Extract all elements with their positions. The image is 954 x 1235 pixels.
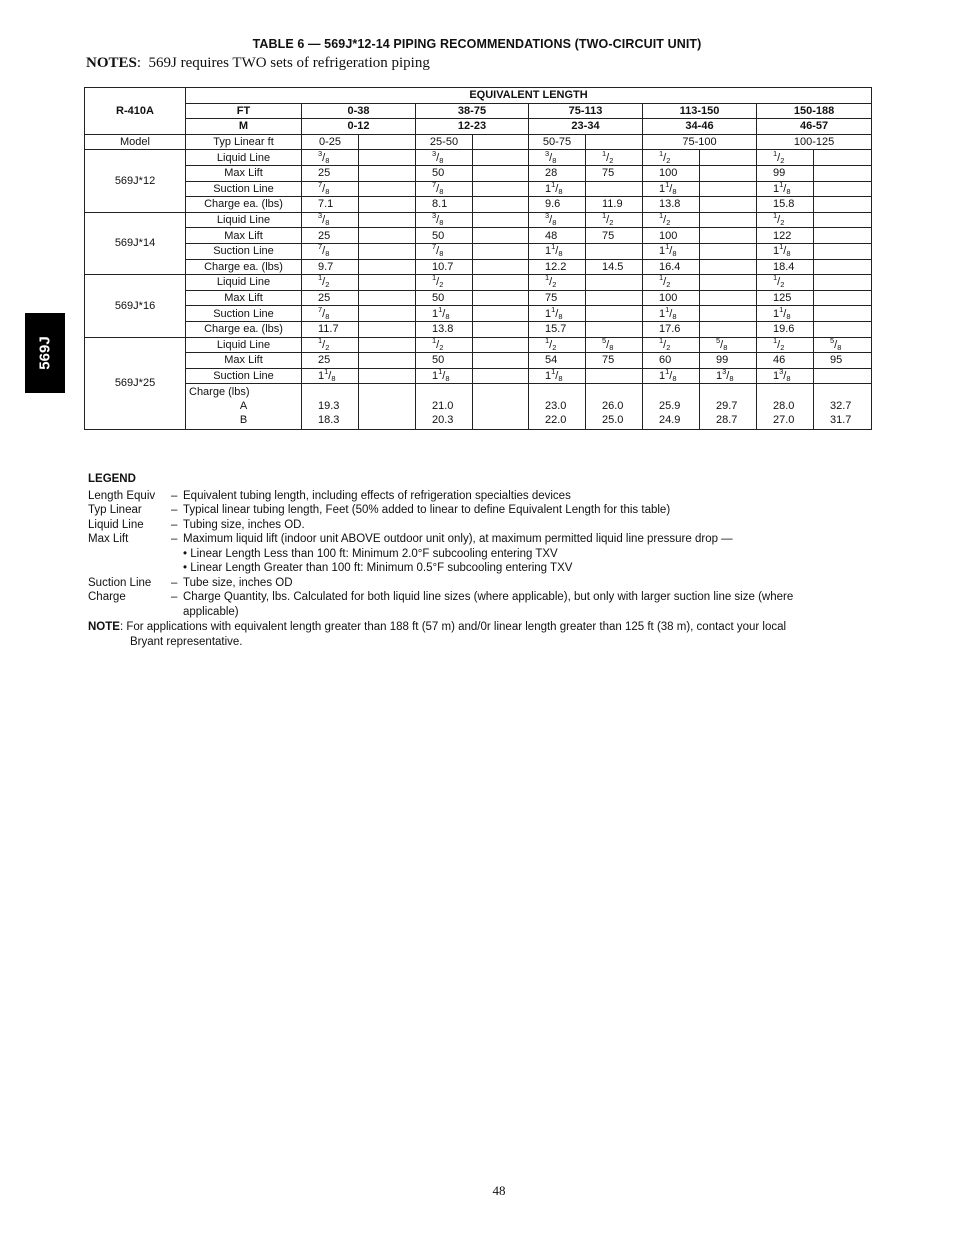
row-label-suction: Suction Line [186, 243, 302, 259]
typ-linear-label: Typ Linear ft [186, 134, 302, 150]
liquid-size: $^1/_2$ [757, 337, 814, 353]
liquid-size: $^1/_2$ [757, 212, 814, 228]
liquid-size: $^1/_2$ [529, 337, 586, 353]
legend [88, 472, 848, 649]
typ-linear-value: 25-50 [416, 134, 473, 150]
charge-ab: 25.9 24.9 [643, 384, 700, 430]
legend-item: Typ Linear – Typical linear tubing length, Feet (50% added to linear to define Equivalent Length for this table) [88, 504, 671, 516]
charge-ab: 29.7 28.7 [700, 384, 757, 430]
liquid-size: $^3/_8$ [416, 150, 473, 166]
charge: 13.8 [416, 321, 473, 337]
legend-item: Suction Line – Tube size, inches OD [88, 576, 293, 589]
liquid-size: $^1/_2$ [757, 150, 814, 166]
m-range: 0-12 [302, 119, 416, 135]
max-lift: 25 [302, 228, 359, 244]
liquid-size: $^1/_2$ [643, 212, 700, 228]
liquid-size: $^3/_8$ [302, 150, 359, 166]
charge: 13.8 [643, 197, 700, 213]
suction-size: $1^1/_8$ [757, 306, 814, 322]
row-label-suction: Suction Line [186, 368, 302, 384]
suction-size: $^7/_8$ [416, 181, 473, 197]
max-lift: 46 [757, 353, 814, 369]
legend-item: Length Equiv – Equivalent tubing length, including effects of refrigeration specialties devices [88, 489, 571, 502]
suction-size: $1^1/_8$ [529, 243, 586, 259]
suction-size: $1^1/_8$ [757, 181, 814, 197]
row-label-lift: Max Lift [186, 228, 302, 244]
charge: 14.5 [586, 259, 643, 275]
liquid-size: $^1/_2$ [586, 212, 643, 228]
ft-label: FT [186, 103, 302, 119]
charge: 19.6 [757, 321, 814, 337]
max-lift: 50 [416, 290, 473, 306]
header-blank [85, 88, 186, 104]
max-lift: 100 [643, 228, 700, 244]
max-lift: 122 [757, 228, 814, 244]
liquid-size: $^3/_8$ [416, 212, 473, 228]
row-label-lift: Max Lift [186, 353, 302, 369]
liquid-size: $^1/_2$ [416, 275, 473, 291]
piping-table [84, 87, 872, 430]
charge: 17.6 [643, 321, 700, 337]
typ-linear-value: 0-25 [302, 134, 359, 150]
max-lift: 25 [302, 353, 359, 369]
note-text-continued: Bryant representative. [130, 635, 243, 648]
m-range: 34-46 [643, 119, 757, 135]
liquid-size: $^1/_2$ [643, 150, 700, 166]
charge-ab: 26.0 25.0 [586, 384, 643, 430]
liquid-size: $^5/_8$ [700, 337, 757, 353]
suction-size: $1^3/_8$ [700, 368, 757, 384]
max-lift: 25 [302, 165, 359, 181]
table-title: TABLE 6 — 569J*12-14 PIPING RECOMMENDATIONS (TWO-CIRCUIT UNIT) [252, 37, 702, 51]
suction-size: $1^1/_8$ [416, 306, 473, 322]
charge: 9.7 [302, 259, 359, 275]
max-lift: 54 [529, 353, 586, 369]
liquid-size: $^1/_2$ [416, 337, 473, 353]
charge: 10.7 [416, 259, 473, 275]
liquid-size: $^1/_2$ [757, 275, 814, 291]
circuit-a-label: A [239, 400, 248, 413]
row-label-lift: Max Lift [186, 290, 302, 306]
row-label-charge: Charge ea. (lbs) [186, 197, 302, 213]
charge-ab: 23.0 22.0 [529, 384, 586, 430]
ft-range: 38-75 [416, 103, 529, 119]
row-label-liquid: Liquid Line [186, 337, 302, 353]
notes-label: NOTES [86, 55, 137, 71]
max-lift: 99 [700, 353, 757, 369]
liquid-size: $^5/_8$ [814, 337, 872, 353]
max-lift: 125 [757, 290, 814, 306]
max-lift: 50 [416, 228, 473, 244]
charge: 9.6 [529, 197, 586, 213]
notes: NOTES: 569J requires TWO sets of refrigeration piping [86, 55, 430, 71]
header-blank [85, 119, 186, 135]
max-lift: 50 [416, 353, 473, 369]
max-lift: 100 [643, 290, 700, 306]
max-lift: 75 [586, 228, 643, 244]
suction-size: $1^1/_8$ [529, 368, 586, 384]
liquid-size: $^1/_2$ [643, 275, 700, 291]
row-label-liquid: Liquid Line [186, 212, 302, 228]
charge-ab-label: Charge (lbs) [189, 386, 250, 399]
ft-range: 75-113 [529, 103, 643, 119]
suction-size: $1^1/_8$ [643, 306, 700, 322]
liquid-size: $^1/_2$ [302, 275, 359, 291]
max-lift: 50 [416, 165, 473, 181]
liquid-size: $^3/_8$ [302, 212, 359, 228]
charge-ab: 28.0 27.0 [757, 384, 814, 430]
suction-size: $1^1/_8$ [529, 181, 586, 197]
max-lift: 75 [586, 353, 643, 369]
legend-item: Liquid Line – Tubing size, inches OD. [88, 518, 305, 531]
max-lift: 99 [757, 165, 814, 181]
max-lift: 75 [586, 165, 643, 181]
liquid-size: $^3/_8$ [529, 212, 586, 228]
legend-header: LEGEND [88, 473, 136, 485]
m-range: 46-57 [757, 119, 872, 135]
suction-size: $1^1/_8$ [643, 243, 700, 259]
legend-item: Charge – Charge Quantity, lbs. Calculated for both liquid line sizes (where applicable), but only with larger suction line size (where applicable) [88, 591, 794, 618]
max-lift: 28 [529, 165, 586, 181]
row-label-lift: Max Lift [186, 165, 302, 181]
max-lift: 75 [529, 290, 586, 306]
charge: 11.9 [586, 197, 643, 213]
liquid-size: $^1/_2$ [643, 337, 700, 353]
suction-size: $^7/_8$ [302, 181, 359, 197]
suction-size: $^7/_8$ [302, 243, 359, 259]
suction-size: $^7/_8$ [302, 306, 359, 322]
charge: 18.4 [757, 259, 814, 275]
charge: 15.7 [529, 321, 586, 337]
charge: 12.2 [529, 259, 586, 275]
model-name: 569J*14 [85, 212, 186, 274]
charge-ab: 21.0 20.3 [416, 384, 473, 430]
model-name: 569J*16 [85, 275, 186, 337]
suction-size: $1^1/_8$ [643, 181, 700, 197]
legend-item: Max Lift – Maximum liquid lift (indoor unit ABOVE outdoor unit only), at maximum permitted liquid line pressure drop — [88, 533, 733, 545]
max-lift: 95 [814, 353, 872, 369]
liquid-size: $^1/_2$ [529, 275, 586, 291]
model-name: 569J*25 [85, 337, 186, 430]
notes-text: 569J requires TWO sets of refrigeration piping [148, 55, 430, 71]
equiv-length-header: EQUIVALENT LENGTH [186, 88, 872, 104]
charge: 8.1 [416, 197, 473, 213]
ft-range: 113-150 [643, 103, 757, 119]
max-lift: 100 [643, 165, 700, 181]
row-label-liquid: Liquid Line [186, 275, 302, 291]
row-label-charge: Charge ea. (lbs) [186, 321, 302, 337]
section-side-tab [25, 313, 65, 393]
charge: 7.1 [302, 197, 359, 213]
side-tab-label: 569J [36, 336, 54, 370]
charge-ab: 32.7 31.7 [814, 384, 872, 430]
suction-size: $1^1/_8$ [302, 368, 359, 384]
note-label: NOTE [88, 621, 120, 633]
suction-size: $1^1/_8$ [757, 243, 814, 259]
liquid-size: $^3/_8$ [529, 150, 586, 166]
suction-size: $1^3/_8$ [757, 368, 814, 384]
charge-ab: 19.3 18.3 [302, 384, 359, 430]
circuit-b-label: B [239, 414, 248, 427]
typ-linear-value: 50-75 [529, 134, 586, 150]
legend-bullet: • Linear Length Greater than 100 ft: Minimum 0.5°F subcooling entering TXV [183, 562, 573, 574]
suction-size: $1^1/_8$ [643, 368, 700, 384]
suction-size: $1^1/_8$ [529, 306, 586, 322]
max-lift: 60 [643, 353, 700, 369]
row-label-charge-ab [186, 384, 302, 430]
suction-size: $^7/_8$ [416, 243, 473, 259]
liquid-size: $^5/_8$ [586, 337, 643, 353]
m-range: 23-34 [529, 119, 643, 135]
m-range: 12-23 [416, 119, 529, 135]
row-label-suction: Suction Line [186, 306, 302, 322]
liquid-size: $^1/_2$ [586, 150, 643, 166]
model-label: Model [85, 134, 186, 150]
typ-linear-value: 100-125 [757, 134, 872, 150]
charge: 11.7 [302, 321, 359, 337]
max-lift: 25 [302, 290, 359, 306]
page-number: 48 [492, 1183, 506, 1198]
liquid-size: $^1/_2$ [302, 337, 359, 353]
suction-size: $1^1/_8$ [416, 368, 473, 384]
row-label-charge: Charge ea. (lbs) [186, 259, 302, 275]
note-text: : For applications with equivalent length greater than 188 ft (57 m) and/0r linear length greater than 125 ft (38 m), contact your local [119, 621, 787, 633]
ft-range: 150-188 [757, 103, 872, 119]
legend-bullet: • Linear Length Less than 100 ft: Minimum 2.0°F subcooling entering TXV [183, 547, 558, 560]
note [88, 620, 848, 649]
row-label-suction: Suction Line [186, 181, 302, 197]
ft-range: 0-38 [302, 103, 416, 119]
model-name: 569J*12 [85, 150, 186, 212]
row-label-liquid: Liquid Line [186, 150, 302, 166]
typ-linear-value: 75-100 [643, 134, 757, 150]
charge: 15.8 [757, 197, 814, 213]
refrigerant-label: R-410A [85, 103, 186, 119]
charge: 16.4 [643, 259, 700, 275]
max-lift: 48 [529, 228, 586, 244]
m-label: M [186, 119, 302, 135]
